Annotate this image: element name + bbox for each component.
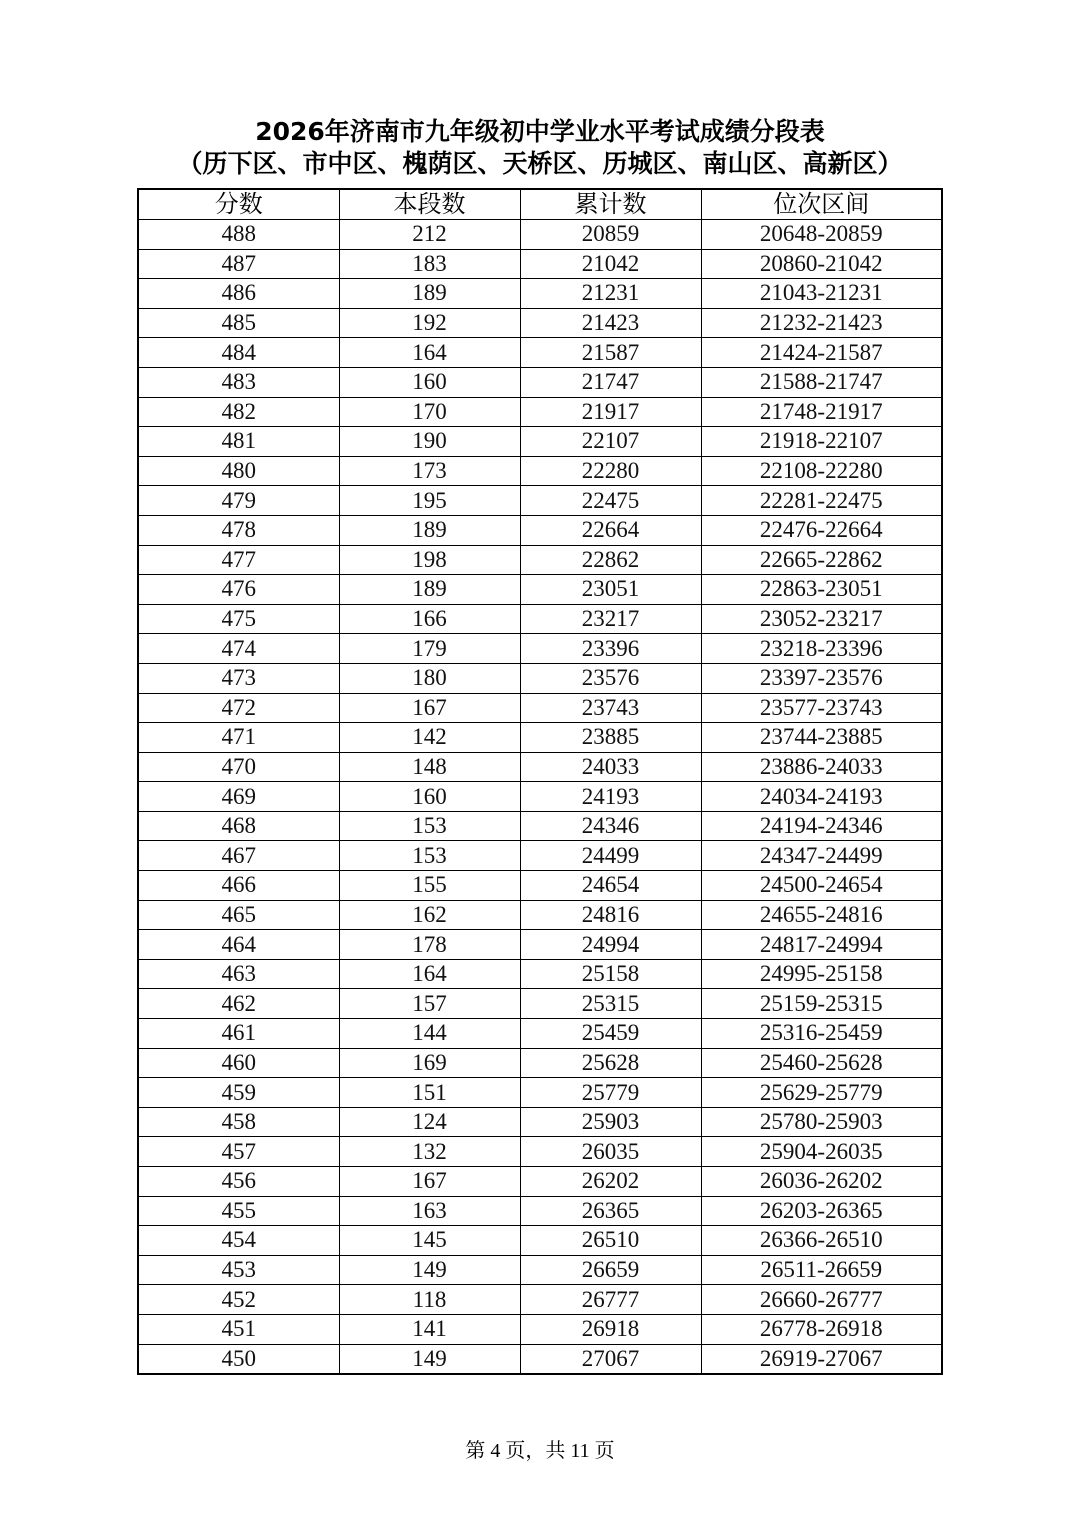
cell-cumulative-count: 26918 bbox=[520, 1314, 701, 1344]
table-row bbox=[138, 811, 942, 841]
cell-rank-range: 21918-22107 bbox=[701, 427, 942, 457]
cell-cumulative-count: 26777 bbox=[520, 1285, 701, 1315]
cell-rank-range: 21748-21917 bbox=[701, 397, 942, 427]
cell-score: 452 bbox=[138, 1285, 339, 1315]
cell-segment-count: 190 bbox=[339, 427, 520, 457]
table-row bbox=[138, 959, 942, 989]
table-row bbox=[138, 723, 942, 753]
cell-cumulative-count: 24346 bbox=[520, 811, 701, 841]
cell-cumulative-count: 26659 bbox=[520, 1255, 701, 1285]
cell-cumulative-count: 23396 bbox=[520, 634, 701, 664]
cell-rank-range: 24817-24994 bbox=[701, 930, 942, 960]
cell-score: 471 bbox=[138, 723, 339, 753]
cell-score: 472 bbox=[138, 693, 339, 723]
cell-rank-range: 26036-26202 bbox=[701, 1167, 942, 1197]
cell-segment-count: 124 bbox=[339, 1107, 520, 1137]
cell-segment-count: 183 bbox=[339, 249, 520, 279]
cell-segment-count: 142 bbox=[339, 723, 520, 753]
score-distribution-table bbox=[137, 188, 943, 1375]
cell-segment-count: 145 bbox=[339, 1226, 520, 1256]
cell-cumulative-count: 26202 bbox=[520, 1167, 701, 1197]
cell-segment-count: 164 bbox=[339, 959, 520, 989]
table-row bbox=[138, 220, 942, 250]
cell-rank-range: 26660-26777 bbox=[701, 1285, 942, 1315]
cell-rank-range: 23397-23576 bbox=[701, 663, 942, 693]
cell-score: 454 bbox=[138, 1226, 339, 1256]
cell-segment-count: 180 bbox=[339, 663, 520, 693]
cell-score: 473 bbox=[138, 663, 339, 693]
cell-segment-count: 189 bbox=[339, 515, 520, 545]
cell-segment-count: 179 bbox=[339, 634, 520, 664]
cell-segment-count: 149 bbox=[339, 1255, 520, 1285]
cell-segment-count: 195 bbox=[339, 486, 520, 516]
cell-rank-range: 21043-21231 bbox=[701, 279, 942, 309]
cell-score: 485 bbox=[138, 308, 339, 338]
header-score: 分数 bbox=[138, 189, 339, 220]
cell-rank-range: 21232-21423 bbox=[701, 308, 942, 338]
table-row bbox=[138, 367, 942, 397]
cell-rank-range: 22665-22862 bbox=[701, 545, 942, 575]
cell-score: 460 bbox=[138, 1048, 339, 1078]
cell-rank-range: 25159-25315 bbox=[701, 989, 942, 1019]
cell-rank-range: 23052-23217 bbox=[701, 604, 942, 634]
cell-score: 474 bbox=[138, 634, 339, 664]
cell-segment-count: 141 bbox=[339, 1314, 520, 1344]
cell-score: 480 bbox=[138, 456, 339, 486]
cell-segment-count: 162 bbox=[339, 900, 520, 930]
cell-rank-range: 26778-26918 bbox=[701, 1314, 942, 1344]
cell-cumulative-count: 21042 bbox=[520, 249, 701, 279]
cell-score: 468 bbox=[138, 811, 339, 841]
cell-rank-range: 25460-25628 bbox=[701, 1048, 942, 1078]
cell-segment-count: 169 bbox=[339, 1048, 520, 1078]
table-row bbox=[138, 1344, 942, 1374]
cell-cumulative-count: 21423 bbox=[520, 308, 701, 338]
cell-segment-count: 198 bbox=[339, 545, 520, 575]
cell-segment-count: 151 bbox=[339, 1078, 520, 1108]
cell-rank-range: 26511-26659 bbox=[701, 1255, 942, 1285]
cell-rank-range: 22108-22280 bbox=[701, 456, 942, 486]
cell-cumulative-count: 25628 bbox=[520, 1048, 701, 1078]
table-row bbox=[138, 782, 942, 812]
cell-score: 463 bbox=[138, 959, 339, 989]
cell-rank-range: 24500-24654 bbox=[701, 871, 942, 901]
cell-score: 478 bbox=[138, 515, 339, 545]
cell-cumulative-count: 23051 bbox=[520, 575, 701, 605]
cell-segment-count: 155 bbox=[339, 871, 520, 901]
cell-score: 455 bbox=[138, 1196, 339, 1226]
cell-score: 487 bbox=[138, 249, 339, 279]
cell-rank-range: 24655-24816 bbox=[701, 900, 942, 930]
cell-rank-range: 24034-24193 bbox=[701, 782, 942, 812]
cell-cumulative-count: 22475 bbox=[520, 486, 701, 516]
table-row bbox=[138, 1285, 942, 1315]
cell-segment-count: 149 bbox=[339, 1344, 520, 1374]
cell-segment-count: 164 bbox=[339, 338, 520, 368]
cell-rank-range: 22281-22475 bbox=[701, 486, 942, 516]
cell-score: 453 bbox=[138, 1255, 339, 1285]
cell-segment-count: 163 bbox=[339, 1196, 520, 1226]
header-cumulative-count: 累计数 bbox=[520, 189, 701, 220]
header-segment-count: 本段数 bbox=[339, 189, 520, 220]
cell-score: 479 bbox=[138, 486, 339, 516]
cell-cumulative-count: 24499 bbox=[520, 841, 701, 871]
cell-segment-count: 148 bbox=[339, 752, 520, 782]
cell-cumulative-count: 24193 bbox=[520, 782, 701, 812]
cell-score: 467 bbox=[138, 841, 339, 871]
cell-rank-range: 25904-26035 bbox=[701, 1137, 942, 1167]
cell-cumulative-count: 22280 bbox=[520, 456, 701, 486]
cell-cumulative-count: 24033 bbox=[520, 752, 701, 782]
cell-rank-range: 20860-21042 bbox=[701, 249, 942, 279]
cell-cumulative-count: 26035 bbox=[520, 1137, 701, 1167]
cell-rank-range: 24347-24499 bbox=[701, 841, 942, 871]
cell-rank-range: 24995-25158 bbox=[701, 959, 942, 989]
cell-score: 470 bbox=[138, 752, 339, 782]
table-row bbox=[138, 871, 942, 901]
cell-cumulative-count: 20859 bbox=[520, 220, 701, 250]
cell-rank-range: 23744-23885 bbox=[701, 723, 942, 753]
cell-rank-range: 21588-21747 bbox=[701, 367, 942, 397]
cell-segment-count: 153 bbox=[339, 811, 520, 841]
table-row bbox=[138, 634, 942, 664]
cell-segment-count: 160 bbox=[339, 782, 520, 812]
cell-cumulative-count: 23217 bbox=[520, 604, 701, 634]
cell-rank-range: 25780-25903 bbox=[701, 1107, 942, 1137]
table-row bbox=[138, 841, 942, 871]
cell-score: 476 bbox=[138, 575, 339, 605]
cell-segment-count: 166 bbox=[339, 604, 520, 634]
cell-segment-count: 153 bbox=[339, 841, 520, 871]
cell-cumulative-count: 23576 bbox=[520, 663, 701, 693]
header-rank-range: 位次区间 bbox=[701, 189, 942, 220]
table-row bbox=[138, 545, 942, 575]
cell-score: 484 bbox=[138, 338, 339, 368]
document-title: 2026年济南市九年级初中学业水平考试成绩分段表 bbox=[255, 117, 825, 146]
table-header-row bbox=[138, 189, 942, 220]
table-body bbox=[138, 220, 942, 1375]
table-row bbox=[138, 1048, 942, 1078]
cell-segment-count: 132 bbox=[339, 1137, 520, 1167]
cell-segment-count: 170 bbox=[339, 397, 520, 427]
cell-score: 488 bbox=[138, 220, 339, 250]
table-row bbox=[138, 1019, 942, 1049]
table-row bbox=[138, 308, 942, 338]
cell-cumulative-count: 24816 bbox=[520, 900, 701, 930]
table-row bbox=[138, 1107, 942, 1137]
cell-score: 464 bbox=[138, 930, 339, 960]
cell-score: 457 bbox=[138, 1137, 339, 1167]
cell-cumulative-count: 26365 bbox=[520, 1196, 701, 1226]
table-row bbox=[138, 427, 942, 457]
cell-score: 469 bbox=[138, 782, 339, 812]
table-row bbox=[138, 930, 942, 960]
table-row bbox=[138, 397, 942, 427]
cell-score: 458 bbox=[138, 1107, 339, 1137]
cell-segment-count: 178 bbox=[339, 930, 520, 960]
cell-segment-count: 157 bbox=[339, 989, 520, 1019]
cell-score: 465 bbox=[138, 900, 339, 930]
cell-segment-count: 167 bbox=[339, 1167, 520, 1197]
cell-segment-count: 144 bbox=[339, 1019, 520, 1049]
cell-segment-count: 212 bbox=[339, 220, 520, 250]
cell-segment-count: 167 bbox=[339, 693, 520, 723]
cell-cumulative-count: 22664 bbox=[520, 515, 701, 545]
cell-score: 475 bbox=[138, 604, 339, 634]
cell-score: 461 bbox=[138, 1019, 339, 1049]
table-row bbox=[138, 515, 942, 545]
cell-cumulative-count: 21917 bbox=[520, 397, 701, 427]
cell-rank-range: 20648-20859 bbox=[701, 220, 942, 250]
cell-score: 486 bbox=[138, 279, 339, 309]
table-row bbox=[138, 249, 942, 279]
page-footer: 第 4 页，共 11 页 bbox=[465, 1440, 615, 1462]
table-row bbox=[138, 575, 942, 605]
cell-score: 466 bbox=[138, 871, 339, 901]
cell-rank-range: 26203-26365 bbox=[701, 1196, 942, 1226]
cell-cumulative-count: 25779 bbox=[520, 1078, 701, 1108]
cell-cumulative-count: 22862 bbox=[520, 545, 701, 575]
table-row bbox=[138, 1314, 942, 1344]
cell-cumulative-count: 23743 bbox=[520, 693, 701, 723]
cell-rank-range: 23577-23743 bbox=[701, 693, 942, 723]
cell-rank-range: 25629-25779 bbox=[701, 1078, 942, 1108]
cell-score: 477 bbox=[138, 545, 339, 575]
cell-cumulative-count: 21747 bbox=[520, 367, 701, 397]
cell-segment-count: 189 bbox=[339, 279, 520, 309]
document-subtitle: （历下区、市中区、槐荫区、天桥区、历城区、南山区、高新区） bbox=[177, 149, 903, 178]
table-row bbox=[138, 663, 942, 693]
cell-segment-count: 192 bbox=[339, 308, 520, 338]
cell-score: 451 bbox=[138, 1314, 339, 1344]
cell-score: 450 bbox=[138, 1344, 339, 1374]
cell-cumulative-count: 25158 bbox=[520, 959, 701, 989]
cell-cumulative-count: 21587 bbox=[520, 338, 701, 368]
cell-segment-count: 118 bbox=[339, 1285, 520, 1315]
cell-cumulative-count: 24994 bbox=[520, 930, 701, 960]
cell-cumulative-count: 25903 bbox=[520, 1107, 701, 1137]
table-row bbox=[138, 1078, 942, 1108]
cell-rank-range: 23218-23396 bbox=[701, 634, 942, 664]
cell-score: 462 bbox=[138, 989, 339, 1019]
cell-segment-count: 173 bbox=[339, 456, 520, 486]
cell-rank-range: 21424-21587 bbox=[701, 338, 942, 368]
table-row bbox=[138, 1167, 942, 1197]
cell-segment-count: 189 bbox=[339, 575, 520, 605]
table-row bbox=[138, 486, 942, 516]
cell-rank-range: 22476-22664 bbox=[701, 515, 942, 545]
cell-score: 459 bbox=[138, 1078, 339, 1108]
cell-cumulative-count: 21231 bbox=[520, 279, 701, 309]
table-row bbox=[138, 900, 942, 930]
cell-rank-range: 26366-26510 bbox=[701, 1226, 942, 1256]
cell-cumulative-count: 25459 bbox=[520, 1019, 701, 1049]
cell-cumulative-count: 27067 bbox=[520, 1344, 701, 1374]
cell-rank-range: 26919-27067 bbox=[701, 1344, 942, 1374]
cell-rank-range: 23886-24033 bbox=[701, 752, 942, 782]
cell-score: 483 bbox=[138, 367, 339, 397]
cell-score: 481 bbox=[138, 427, 339, 457]
table-row bbox=[138, 1226, 942, 1256]
table-row bbox=[138, 693, 942, 723]
table-row bbox=[138, 752, 942, 782]
table-row bbox=[138, 989, 942, 1019]
cell-score: 456 bbox=[138, 1167, 339, 1197]
cell-cumulative-count: 25315 bbox=[520, 989, 701, 1019]
cell-rank-range: 24194-24346 bbox=[701, 811, 942, 841]
cell-cumulative-count: 22107 bbox=[520, 427, 701, 457]
table-row bbox=[138, 1196, 942, 1226]
cell-score: 482 bbox=[138, 397, 339, 427]
table-row bbox=[138, 338, 942, 368]
table-row bbox=[138, 456, 942, 486]
cell-cumulative-count: 24654 bbox=[520, 871, 701, 901]
table-row bbox=[138, 1255, 942, 1285]
table-row bbox=[138, 1137, 942, 1167]
cell-cumulative-count: 23885 bbox=[520, 723, 701, 753]
cell-rank-range: 25316-25459 bbox=[701, 1019, 942, 1049]
table-row bbox=[138, 279, 942, 309]
cell-segment-count: 160 bbox=[339, 367, 520, 397]
cell-rank-range: 22863-23051 bbox=[701, 575, 942, 605]
cell-cumulative-count: 26510 bbox=[520, 1226, 701, 1256]
table-row bbox=[138, 604, 942, 634]
